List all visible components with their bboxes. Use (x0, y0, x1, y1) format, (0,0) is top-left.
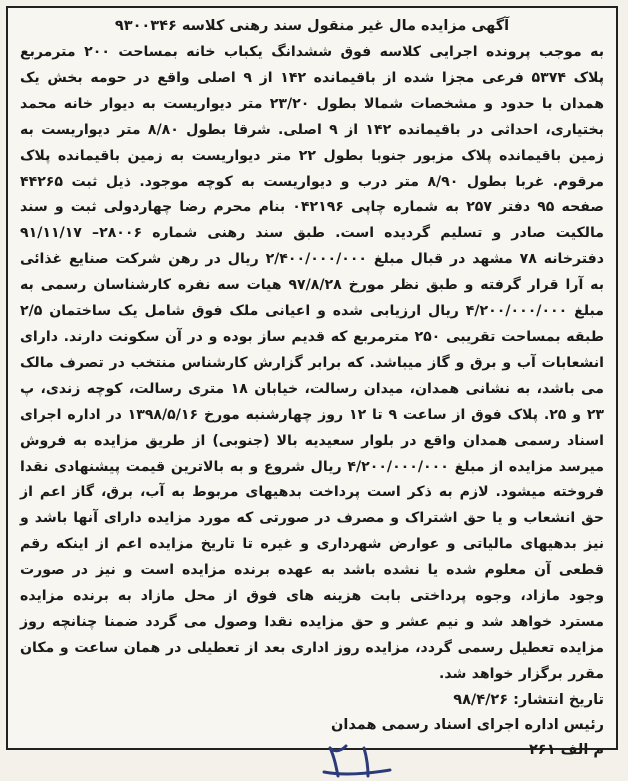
signature-line: رئیس اداره اجرای اسناد رسمی همدان (331, 716, 604, 733)
notice-code: م الف ۲۶۱ (529, 741, 604, 758)
publish-date: تاریخ انتشار: ۹۸/۴/۲۶ (453, 691, 604, 708)
handwritten-page-number (320, 742, 410, 778)
notice-title: آگهی مزایده مال غیر منقول سند رهنی کلاسه ۹۳۰۰۳۴۶ (114, 18, 510, 34)
notice-frame (6, 6, 618, 758)
notice-body: به موجب پرونده اجرایی کلاسه فوق ششدانگ یکباب خانه بمساحت ۲۰۰ مترمربع پلاک ۵۳۷۴ فرعی مجزا شده از باقیمانده ۱۴۲ از ۹ اصلی واقع در حومه بخش یک همدان با حدود و مشخصات شمالا بطول ۲۳/۲۰ متر دیواریست به دیوار خانه محمد بختیاری، احداثی در باقیمانده ۱۴۲ از ۹ اصلی. شرقا بطول ۸/۸۰ متر دیواریست به زمین باقیمانده پلاک مزبور جنوبا بطول ۲۲ متر دیواریست به زمین باقیمانده پلاک مرقوم. غربا بطول ۸/۹۰ متر درب و دیواریست به کوچه موجود. ذیل ثبت ۴۴۲۶۵ صفحه ۹۵ دفتر ۲۵۷ به شماره چاپی ۰۴۲۱۹۶ بنام محرم رضا چهاردولی ثبت و سند مالکیت صادر و تسلیم گردیده است. طبق سند رهنی شماره ۲۸۰۰۶– ۹۱/۱۱/۱۷ دفترخانه ۷۸ مشهد در قبال مبلغ ۲/۴۰۰/۰۰۰/۰۰۰ ریال در رهن شرکت صنایع غذائی به آرا قرار گرفته و طبق نظر مورخ ۹۷/۸/۲۸ هیات سه نفره کارشناسان رسمی به مبلغ ۴/۲۰۰/۰۰۰/۰۰۰ ریال ارزیابی شده و اعیانی ملک فوق شامل یک ساختمان ۲/۵ طبقه بمساحت تقریبی ۲۵۰ مترمربع که قدیم ساز بوده و در آن سکونت دارند. دارای انشعابات آب و برق و گاز میباشد. که برابر گزارش کارشناس منتخب در تصرف مالک می باشد، به نشانی همدان، میدان رسالت، خیابان ۱۸ متری رسالت، کوچه زندی، پ ۲۳ و ۲۵. پلاک فوق از ساعت ۹ تا ۱۲ روز چهارشنبه مورخ ۱۳۹۸/۵/۱۶ در اداره اجرای اسناد رسمی همدان واقع در بلوار سعیدیه بالا (جنوبی) از طریق مزایده به فروش میرسد مزایده از مبلغ ۴/۲۰۰/۰۰۰/۰۰۰ ریال شروع و به بالاترین قیمت پیشنهادی نقدا فروخته میشود. لازم به ذکر است پرداخت بدهیهای مربوط به آب، برق، گاز اعم از حق انشعاب و یا حق اشتراک و مصرف در صورتی که مورد مزایده دارای آنها باشد و نیز بدهیهای مالیاتی و عوارض شهرداری و غیره تا تاریخ مزایده اعم از اینکه رقم قطعی آن معلوم شده یا نشده باشد به عهده برنده مزایده است و نیز در صورت وجود مازاد، وجوه پرداختی بابت هزینه های فوق از محل مازاد به برنده مزایده مسترد خواهد شد و نیم عشر و حق مزایده نقدا وصول می گردد ضمنا چنانچه روز مزایده تعطیل رسمی گردد، مزایده روز اداری بعد از تعطیلی در همان ساعت و مکان مقرر برگزار خواهد شد. (20, 44, 605, 682)
